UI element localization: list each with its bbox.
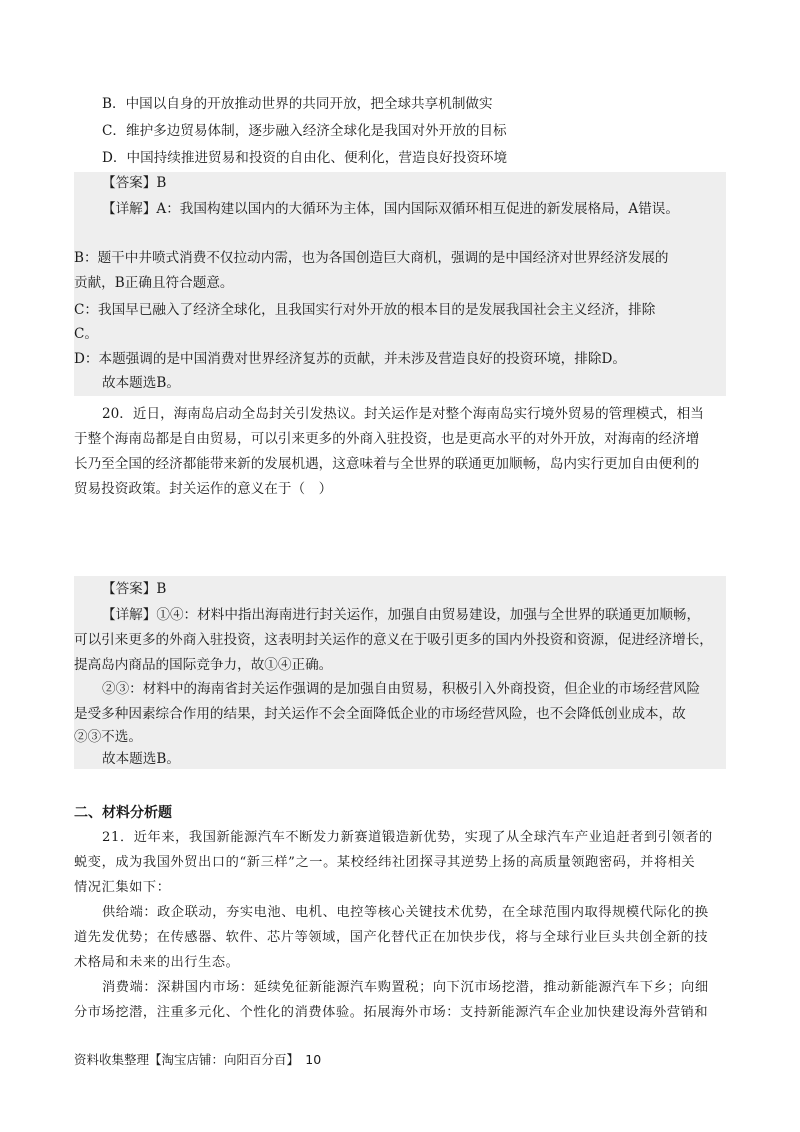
detail-line: ②③不选。	[74, 729, 142, 745]
detail-line: 故本题选B。	[102, 751, 180, 767]
section-title: 二、材料分析题	[74, 805, 172, 821]
q21-line: 情况汇集如下：	[74, 880, 171, 895]
q21-line: 术格局和未来的出行生态。	[74, 955, 240, 970]
q21-line: 消费端：深耕国内市场：延续免征新能源汽车购置税；向下沉市场挖潜，推动新能源汽车下乡；向细	[102, 980, 709, 995]
detail-line: 故本题选B。	[102, 375, 180, 391]
detail-line: B：题干中井喷式消费不仅拉动内需，也为各国创造巨大商机，强调的是中国经济对世界经济发展的	[74, 250, 669, 266]
detail-line: 贡献，B正确且符合题意。	[74, 275, 234, 291]
q21-line: 21．近年来，我国新能源汽车不断发力新赛道锻造新优势，实现了从全球汽车产业追赶者到引领者的	[102, 830, 713, 845]
answer-box-q20	[74, 576, 726, 769]
answer-label: 【答案】B	[102, 175, 167, 191]
q21-line: 道先发优势；在传感器、软件、芯片等领域，国产化替代正在加快步伐，将与全球行业巨头共创全新的技	[74, 930, 709, 945]
option-b: B．中国以自身的开放推动世界的共同开放，把全球共享机制做实	[102, 96, 493, 112]
detail-line: D：本题强调的是中国消费对世界经济复苏的贡献，并未涉及营造良好的投资环境，排除D。	[74, 351, 626, 367]
answer-box-q19	[74, 172, 726, 396]
detail-line: 是受多种因素综合作用的结果，封关运作不会全面降低企业的市场经营风险，也不会降低创业成本，故	[74, 706, 686, 722]
detail-line: C。	[74, 326, 98, 342]
answer-label: 【答案】B	[102, 581, 167, 597]
q21-line: 分市场挖潜，注重多元化、个性化的消费体验。拓展海外市场：支持新能源汽车企业加快建设海外营销和	[74, 1005, 709, 1020]
q20-stem-line: 于整个海南岛都是自由贸易，可以引来更多的外商入驻投资，也是更高水平的对外开放，对海南的经济增	[74, 431, 700, 447]
q21-line: 供给端：政企联动，夯实电池、电机、电控等核心关键技术优势，在全球范围内取得规模代际化的换	[102, 905, 709, 920]
detail-line: 提高岛内商品的国际竞争力，故①④正确。	[74, 657, 333, 673]
option-c: C．维护多边贸易体制，逐步融入经济全球化是我国对外开放的目标	[102, 123, 507, 139]
detail-line: C：我国早已融入了经济全球化，且我国实行对外开放的根本目的是发展我国社会主义经济，排除	[74, 302, 656, 318]
detail-line: 【详解】①④：材料中指出海南进行封关运作，加强自由贸易建设，加强与全世界的联通更加顺畅，	[102, 607, 701, 623]
page-footer: 资料收集整理【淘宝店铺：向阳百分百】 10	[74, 1052, 322, 1067]
q20-stem-line: 20．近日，海南岛启动全岛封关引发热议。封关运作是对整个海南岛实行境外贸易的管理模式，相当	[102, 406, 704, 422]
detail-line: 可以引来更多的外商入驻投资，这表明封关运作的意义在于吸引更多的国内外投资和资源，促进经济增长，	[74, 632, 713, 648]
detail-line: ②③：材料中的海南省封关运作强调的是加强自由贸易，积极引入外商投资，但企业的市场经营风险	[102, 681, 701, 697]
q20-stem-line: 长乃至全国的经济都能带来新的发展机遇，这意味着与全世界的联通更加顺畅，岛内实行更加自由便利的	[74, 456, 700, 472]
q21-line: 蜕变，成为我国外贸出口的“新三样”之一。某校经纬社团探寻其逆势上扬的高质量领跑密码，并将相关	[74, 855, 696, 870]
q20-stem-line: 贸易投资政策。封关运作的意义在于（ ）	[74, 481, 333, 497]
option-d: D．中国持续推进贸易和投资的自由化、便利化，营造良好投资环境	[102, 150, 508, 166]
detail-line: 【详解】A：我国构建以国内的大循环为主体，国内国际双循环相互促进的新发展格局，A错误。	[102, 201, 679, 217]
